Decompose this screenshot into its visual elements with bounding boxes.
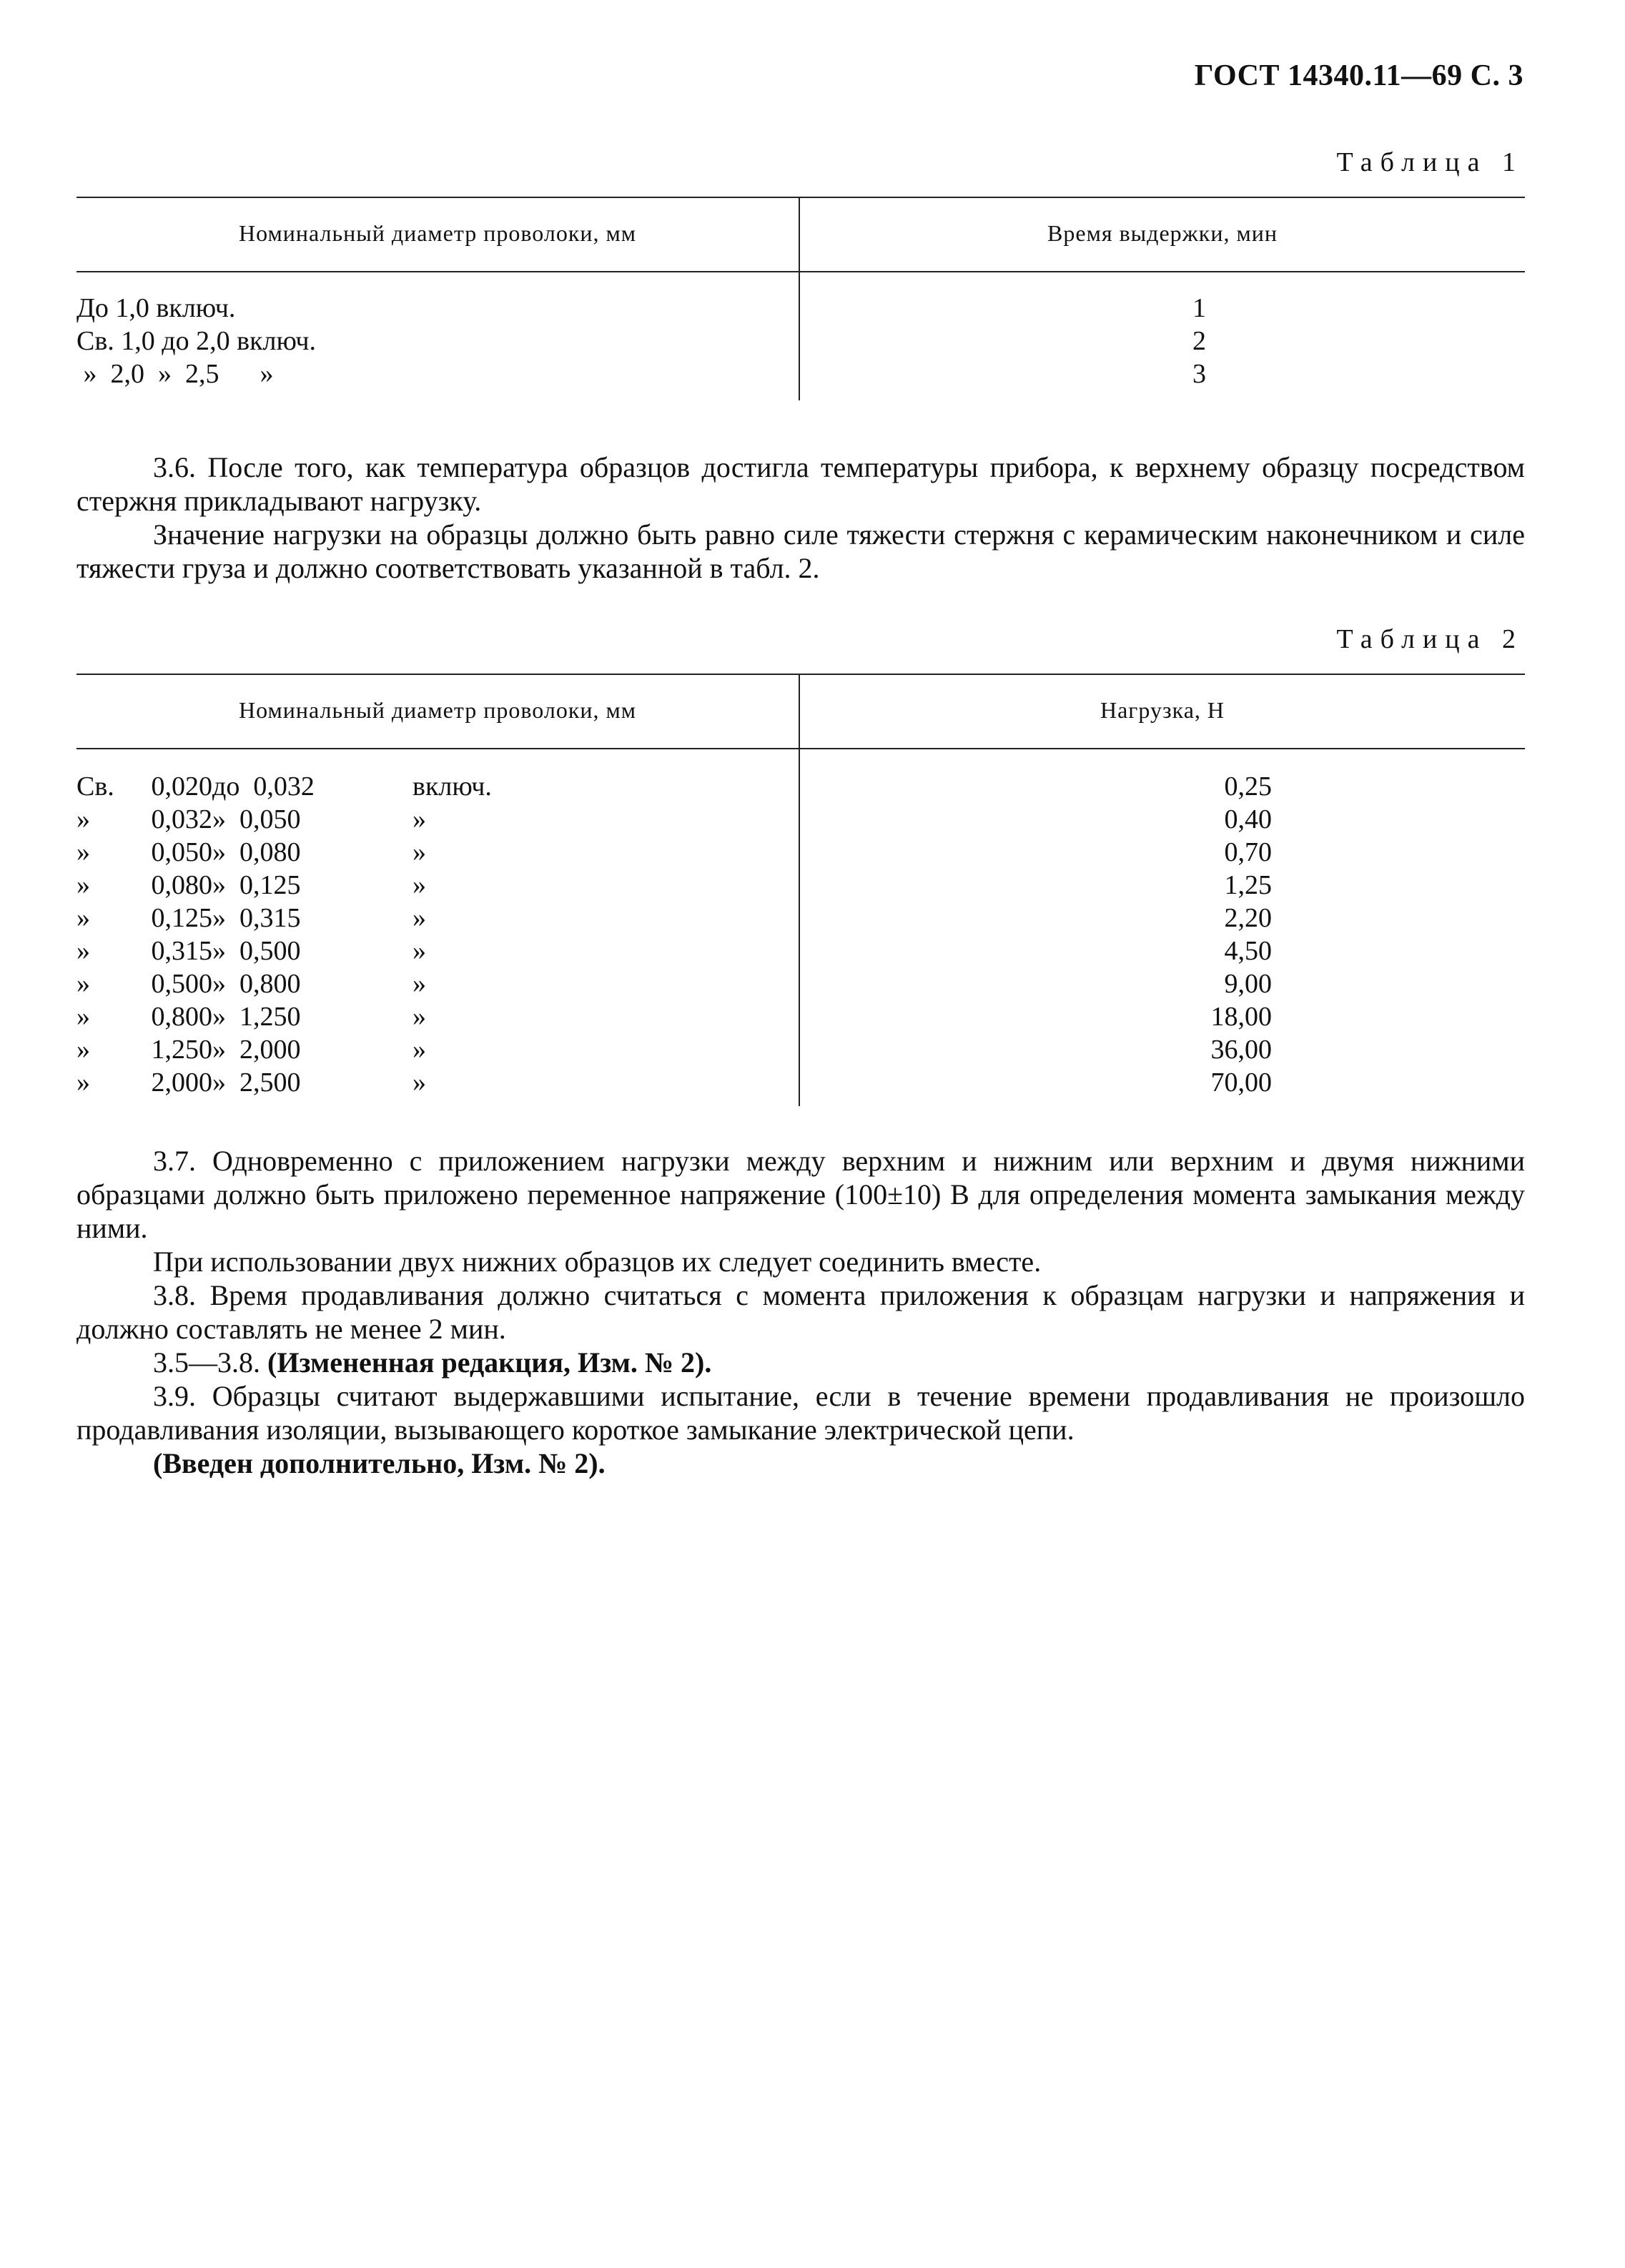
table2-header-diameter: Номинальный диаметр проволоки, мм [239,697,636,723]
paragraph: 3.8. Время продавливания должно считаться с момента приложения к образцам нагрузки и напряжения и должно составлять не менее 2 мин. [76,1279,1525,1345]
table2-prefix: » [76,903,90,933]
table2-to: » 2,000 [212,1035,301,1065]
table2-from: 0,032 [151,804,212,834]
table2-prefix: » [76,804,90,834]
table-row [76,967,1525,1000]
table2-suffix: » [413,1068,426,1098]
table2-prefix: » [76,870,90,900]
table2-suffix: » [413,804,426,834]
table-row [76,1033,1525,1066]
table1-header-time: Время выдержки, мин [1047,220,1278,246]
amendment-note: (Измененная редакция, Изм. № 2). [267,1346,712,1379]
table2-prefix: » [76,837,90,867]
table1-header-diameter: Номинальный диаметр проволоки, мм [239,220,636,246]
table2-to: » 0,080 [212,837,301,867]
table1-value: 1 [1192,293,1206,323]
table2-value: 9,00 [1224,969,1272,999]
table-row [76,803,1525,836]
table1-body [76,292,1525,390]
table-row [76,325,1525,358]
table2-prefix: » [76,1002,90,1032]
table2-to: » 0,500 [212,936,301,966]
table1 [76,197,1525,400]
table2-body [76,770,1525,1099]
table-row [76,836,1525,869]
table2-suffix: включ. [413,771,492,802]
table-row [76,358,1525,390]
table2-suffix: » [413,870,426,900]
table-row [76,935,1525,967]
table2-from: 0,315 [151,936,212,966]
table1-range: Св. 1,0 до 2,0 включ. [76,326,317,356]
table1-header-rule [76,271,1525,272]
section-3-6 [76,450,1525,585]
table2-value: 2,20 [1224,903,1272,933]
table2-to: » 0,050 [212,804,301,834]
table2-header-load: Нагрузка, Н [1100,697,1225,723]
table2-value: 70,00 [1210,1068,1272,1098]
table2-prefix: » [76,969,90,999]
table2-suffix: » [413,936,426,966]
table2-to: » 2,500 [212,1068,301,1098]
paragraph: 3.7. Одновременно с приложением нагрузки между верхним и нижним или верхним и двумя нижними образцами должно быть приложено переменное напряжение (100±10) В для определения момента замыкания между ними. [76,1145,1525,1244]
table-row [76,869,1525,902]
table2-to: до 0,032 [212,771,315,802]
table2-suffix: » [413,969,426,999]
table2-prefix: Св. [76,771,114,802]
table2-value: 0,40 [1224,804,1272,834]
table2-suffix: » [413,1035,426,1065]
table2-suffix: » [413,1002,426,1032]
table-row [76,1066,1525,1099]
table2 [76,674,1525,1106]
table-row [76,902,1525,935]
table1-value: 2 [1192,326,1206,356]
section-3-7-to-3-9 [76,1144,1525,1480]
table2-from: 2,000 [151,1068,212,1098]
amendment-note: (Введен дополнительно, Изм. № 2). [153,1447,606,1479]
table2-value: 4,50 [1224,936,1272,966]
table2-from: 0,050 [151,837,212,867]
table2-header-rule [76,748,1525,749]
table-row [76,1000,1525,1033]
table2-from: 1,250 [151,1035,212,1065]
table2-value: 1,25 [1224,870,1272,900]
table2-from: 0,500 [151,969,212,999]
table1-range: До 1,0 включ. [76,293,236,323]
table2-from: 0,080 [151,870,212,900]
table-row [76,770,1525,803]
paragraph: При использовании двух нижних образцов их следует соединить вместе. [153,1246,1042,1278]
table2-from: 0,125 [151,903,212,933]
table1-range: » 2,0 » 2,5 » [76,359,274,389]
paragraph [76,1346,1525,1379]
table2-prefix: » [76,1068,90,1098]
table2-value: 36,00 [1210,1035,1272,1065]
page-header: ГОСТ 14340.11—69 С. 3 [1194,59,1523,92]
table2-value: 18,00 [1210,1002,1272,1032]
table2-suffix: » [413,837,426,867]
paragraph: 3.9. Образцы считают выдержавшими испытание, если в течение времени продавливания не произошло продавливания изоляции, вызывающего короткое замыкание электрической цепи. [76,1380,1525,1446]
table2-from: 0,020 [151,771,212,802]
table1-caption: Таблица 1 [1336,147,1523,177]
table-row [76,292,1525,325]
table2-value: 0,70 [1224,837,1272,867]
table2-to: » 0,315 [212,903,301,933]
table2-to: » 1,250 [212,1002,301,1032]
paragraph: 3.6. После того, как температура образцов достигла температуры прибора, к верхнему образцу посредством стержня прикладывают нагрузку. [76,451,1525,517]
table2-prefix: » [76,936,90,966]
table2-caption: Таблица 2 [1336,624,1523,654]
paragraph: Значение нагрузки на образцы должно быть равно силе тяжести стержня с керамическим наконечником и силе тяжести груза и должно соответствовать указанной в табл. 2. [76,518,1525,584]
table2-value: 0,25 [1224,771,1272,802]
table2-to: » 0,125 [212,870,301,900]
table2-from: 0,800 [151,1002,212,1032]
table2-suffix: » [413,903,426,933]
table1-value: 3 [1192,359,1206,389]
section-ref: 3.5—3.8. [153,1346,260,1379]
table2-to: » 0,800 [212,969,301,999]
paragraph [76,1446,1525,1480]
table2-prefix: » [76,1035,90,1065]
